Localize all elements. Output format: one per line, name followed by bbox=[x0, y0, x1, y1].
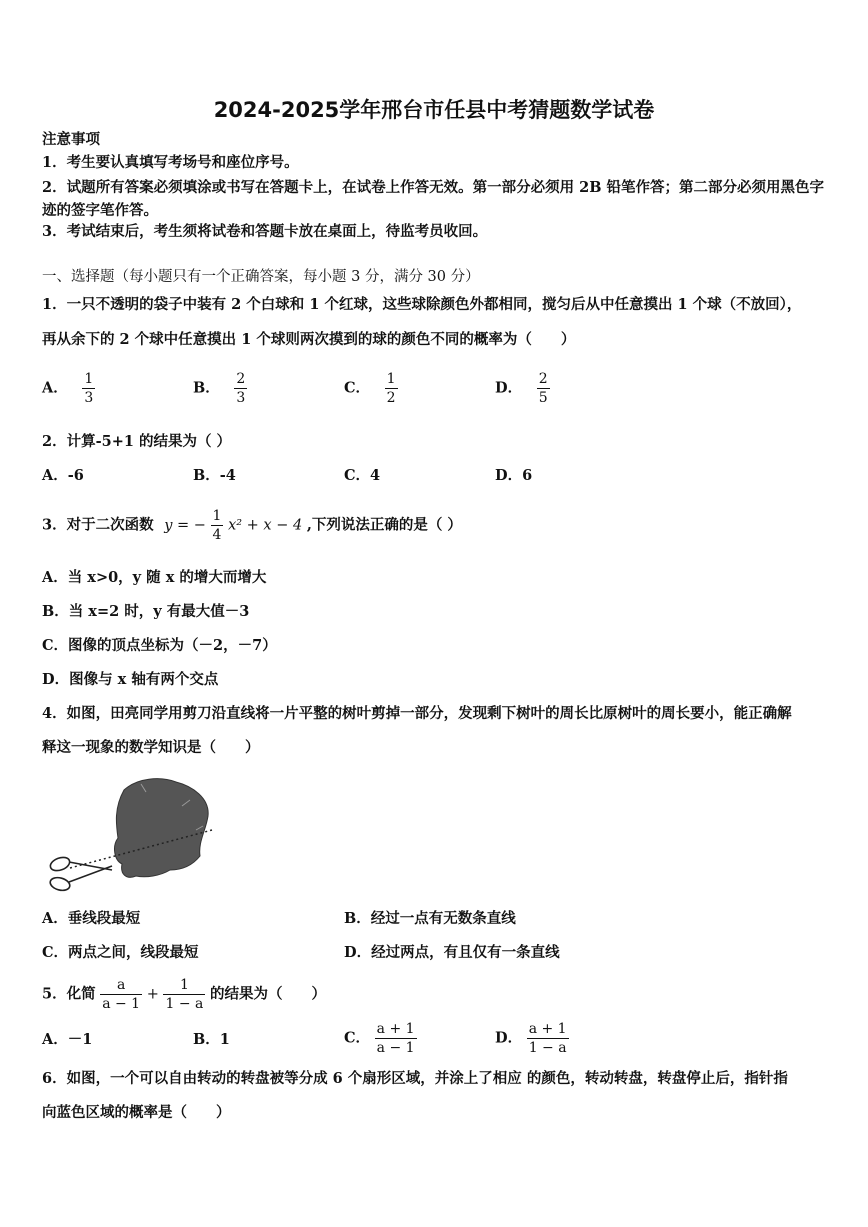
q6-line-2: 向蓝色区域的概率是（ ） bbox=[42, 1104, 231, 1121]
q5-option-c bbox=[344, 1020, 417, 1057]
q3-rest: x² + x − 4 bbox=[228, 517, 303, 534]
q4-line-1: 4．如图，田亮同学用剪刀沿直线将一片平整的树叶剪掉一部分，发现剩下树叶的周长比原树叶的周长要小，能正确解 bbox=[42, 705, 792, 722]
notice-heading: 注意事项 bbox=[42, 131, 100, 148]
notice-item-2: 2．试题所有答案必须填涂或书写在答题卡上，在试卷上作答无效。第一部分必须用 2B 铅笔作答；第二部分必须用黑色字迹的签字笔作答。 bbox=[42, 179, 825, 219]
page-title: 2024-2025学年邢台市任县中考猜题数学试卷 bbox=[213, 98, 655, 122]
q1-option-b bbox=[193, 370, 247, 407]
fraction: $\frac{1}{1 - a}$ bbox=[165, 977, 204, 1012]
q1-option-a bbox=[42, 370, 95, 407]
option-label: A． bbox=[42, 379, 68, 397]
q5-option-d bbox=[495, 1020, 569, 1057]
q5-stem bbox=[42, 976, 326, 1013]
notice-item-3: 3．考试结束后，考生须将试卷和答题卡放在桌面上，待监考员收回。 bbox=[42, 223, 488, 240]
fraction: $\frac{1}{4}$ bbox=[212, 508, 222, 543]
q4-option-b: B．经过一点有无数条直线 bbox=[344, 910, 516, 927]
q3-option-d: D．图像与 x 轴有两个交点 bbox=[42, 671, 219, 688]
leaf-scissors-figure bbox=[42, 772, 217, 902]
option-label: D． bbox=[495, 1029, 523, 1047]
fraction: $\frac{a + 1}{1 - a}$ bbox=[528, 1021, 567, 1056]
q1-option-c bbox=[344, 370, 398, 407]
q2-option-c: C．4 bbox=[344, 467, 381, 484]
q2-option-a: A．-6 bbox=[42, 467, 84, 484]
option-label: C． bbox=[344, 1029, 371, 1047]
option-label: B． bbox=[193, 379, 220, 397]
fraction: $\frac{1}{2}$ bbox=[386, 371, 396, 406]
q3-option-c: C．图像的顶点坐标为（－2，－7） bbox=[42, 637, 277, 654]
q5-plus: + bbox=[146, 986, 159, 1003]
option-label: D． bbox=[495, 379, 523, 397]
fraction: $\frac{2}{5}$ bbox=[538, 371, 548, 406]
q2-option-b: B．-4 bbox=[193, 467, 236, 484]
q2-stem: 2．计算-5+1 的结果为（ ） bbox=[42, 433, 232, 450]
fraction: $\frac{1}{3}$ bbox=[84, 371, 94, 406]
q4-option-a: A．垂线段最短 bbox=[42, 910, 141, 927]
q4-option-d: D．经过两点，有且仅有一条直线 bbox=[344, 944, 560, 961]
leaf-shape bbox=[115, 779, 209, 878]
q5-suffix: 的结果为（ ） bbox=[209, 985, 326, 1003]
q3-suffix: ,下列说法正确的是（ ） bbox=[306, 516, 462, 534]
q2-option-d: D．6 bbox=[495, 467, 533, 484]
q6-line-1: 6．如图，一个可以自由转动的转盘被等分成 6 个扇形区域，并涂上了相应 的颜色，转动转盘，转盘停止后，指针指 bbox=[42, 1070, 788, 1087]
q3-stem bbox=[42, 507, 462, 544]
q3-option-a: A．当 x>0，y 随 x 的增大而增大 bbox=[42, 569, 267, 586]
scissors-icon bbox=[49, 855, 112, 892]
q5-prefix: 5．化简 bbox=[42, 985, 96, 1003]
q4-option-c: C．两点之间，线段最短 bbox=[42, 944, 199, 961]
fraction: $\frac{2}{3}$ bbox=[236, 371, 246, 406]
notice-item-1: 1．考生要认真填写考场号和座位序号。 bbox=[42, 154, 299, 171]
q3-eq: = − bbox=[177, 517, 206, 534]
option-label: C． bbox=[344, 379, 371, 397]
fraction: $\frac{a + 1}{a - 1}$ bbox=[376, 1021, 415, 1056]
fraction: $\frac{a}{a - 1}$ bbox=[102, 977, 141, 1012]
q3-y: y bbox=[164, 517, 173, 534]
q1-line-1: 1．一只不透明的袋子中装有 2 个白球和 1 个红球，这些球除颜色外都相同，搅匀后从中任意摸出 1 个球（不放回）， bbox=[42, 296, 802, 313]
q4-line-2: 释这一现象的数学知识是（ ） bbox=[42, 739, 260, 756]
q5-option-a: A．－1 bbox=[42, 1031, 93, 1048]
q3-option-b: B．当 x=2 时，y 有最大值－3 bbox=[42, 603, 250, 620]
q1-line-2: 再从余下的 2 个球中任意摸出 1 个球则两次摸到的球的颜色不同的概率为（ ） bbox=[42, 331, 576, 348]
q3-prefix: 3．对于二次函数 bbox=[42, 516, 154, 534]
section-heading: 一、选择题（每小题只有一个正确答案，每小题 3 分，满分 30 分） bbox=[42, 269, 480, 285]
q1-option-d bbox=[495, 370, 550, 407]
q5-option-b: B．1 bbox=[193, 1031, 230, 1048]
